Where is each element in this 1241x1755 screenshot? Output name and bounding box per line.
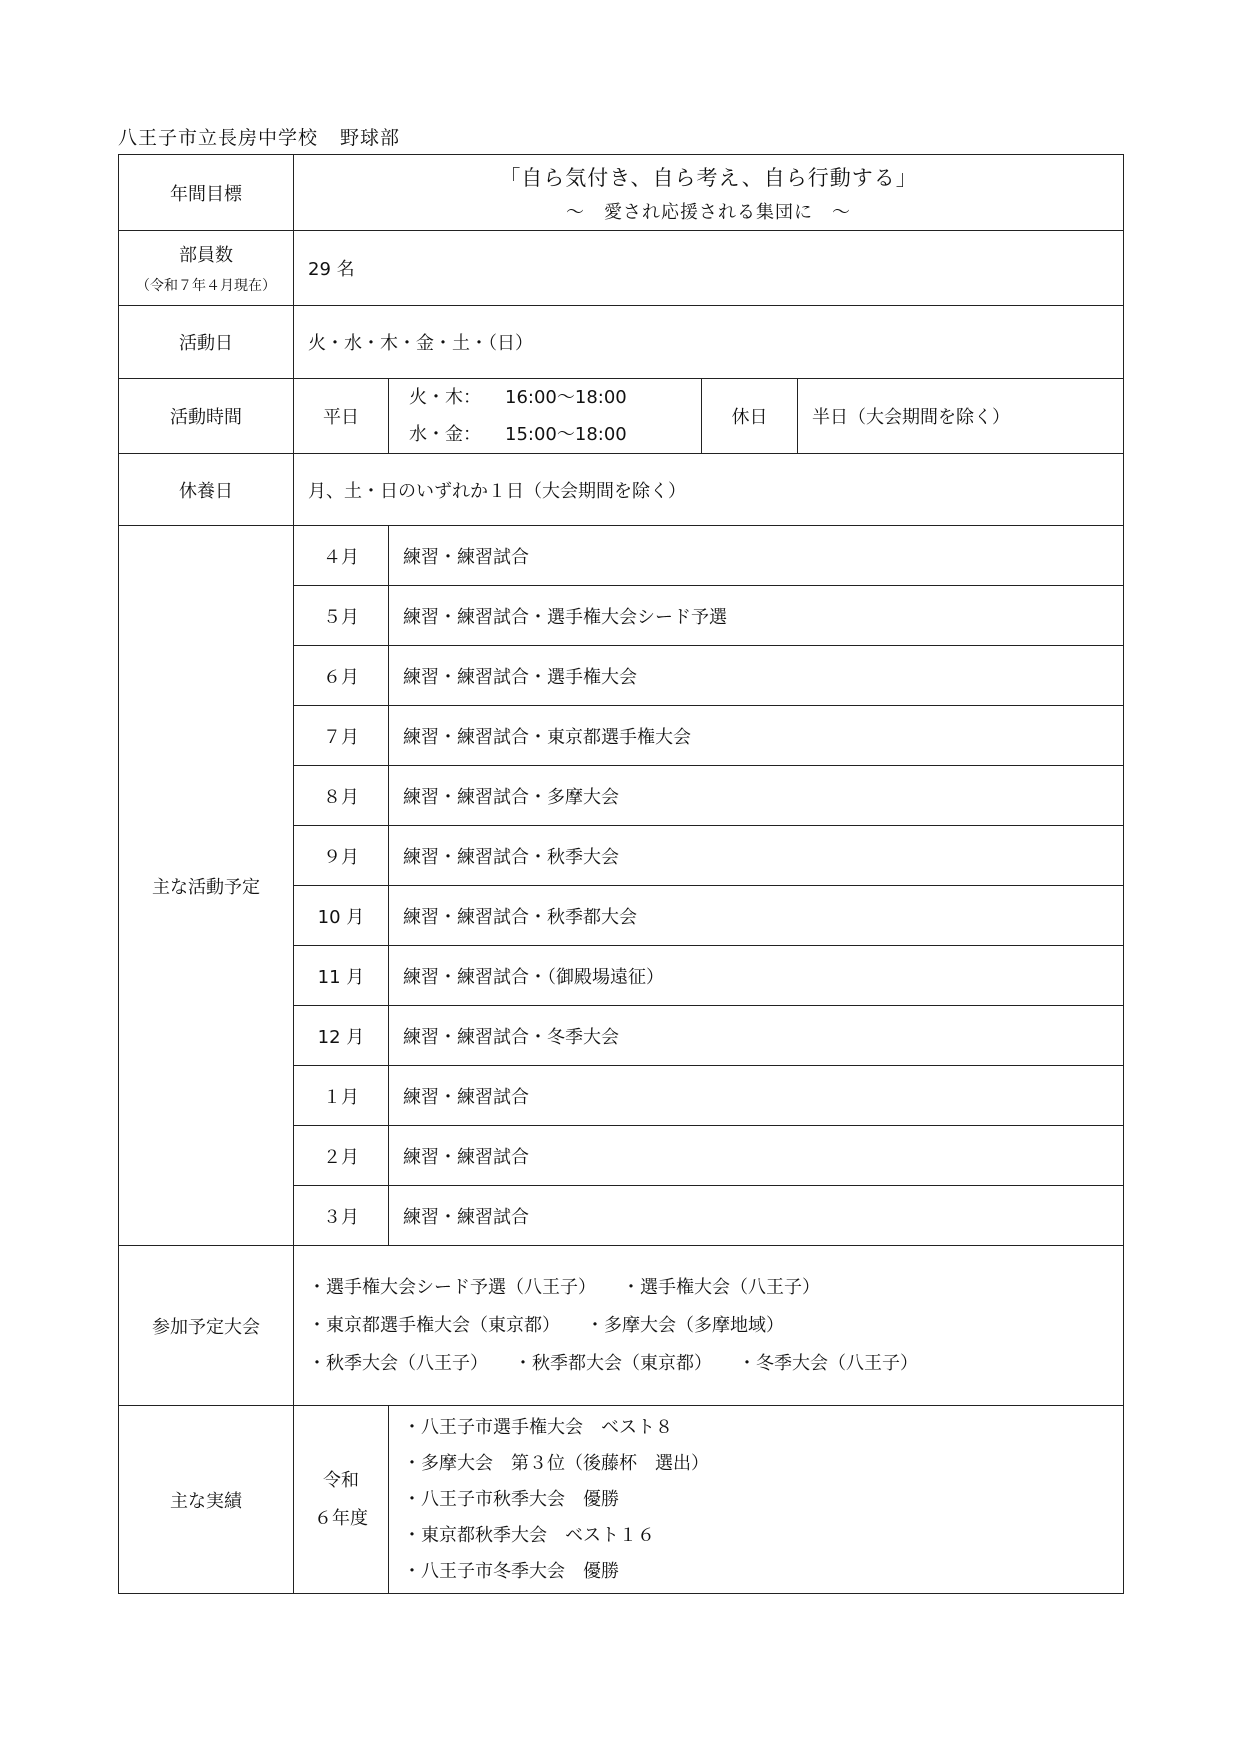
members-label: 部員数 [179, 245, 233, 266]
goal-slogan: 「自ら気付き、自ら考え、自ら行動する」 [499, 165, 918, 190]
schedule-label: 主な活動予定 [119, 526, 294, 1246]
schedule-plan: 練習・練習試合 [389, 1126, 1124, 1186]
tournament-item: ・多摩大会（多摩地域） [586, 1314, 784, 1336]
rest-label: 休養日 [119, 454, 294, 526]
schedule-plan: 練習・練習試合・選手権大会シード予選 [389, 586, 1124, 646]
schedule-month: ２月 [294, 1126, 389, 1186]
schedule-month: ９月 [294, 826, 389, 886]
schedule-plan: 練習・練習試合・冬季大会 [389, 1006, 1124, 1066]
goal-row [119, 155, 1124, 231]
schedule-plan: 練習・練習試合 [389, 1186, 1124, 1246]
members-label-cell [119, 231, 294, 306]
rest-value: 月、土・日のいずれか１日（大会期間を除く） [294, 454, 1124, 526]
tournament-item: ・選手権大会（八王子） [622, 1276, 820, 1298]
days-value: 火・水・木・金・土・（日） [294, 306, 1124, 379]
tournaments-label: 参加予定大会 [119, 1246, 294, 1406]
schedule-plan: 練習・練習試合 [389, 1066, 1124, 1126]
tournaments-list [294, 1246, 1124, 1406]
schedule-plan: 練習・練習試合・秋季大会 [389, 826, 1124, 886]
goal-subtitle: ～ 愛され応援される集団に ～ [566, 201, 852, 223]
holiday-value: 半日（大会期間を除く） [798, 379, 1124, 454]
schedule-plan: 練習・練習試合 [389, 526, 1124, 586]
tournament-item: ・冬季大会（八王子） [738, 1352, 918, 1374]
schedule-month: ３月 [294, 1186, 389, 1246]
goal-cell [294, 155, 1124, 231]
schedule-month: 12 月 [294, 1006, 389, 1066]
schedule-plan: 練習・練習試合・秋季都大会 [389, 886, 1124, 946]
achievements-year [294, 1406, 389, 1594]
tournament-item: ・東京都選手権大会（東京都） [308, 1314, 560, 1336]
hours-label: 活動時間 [119, 379, 294, 454]
schedule-row [119, 526, 1124, 586]
tournament-line [308, 1345, 1123, 1383]
achievements-fiscal-year: ６年度 [314, 1507, 368, 1529]
rest-row [119, 454, 1124, 526]
schedule-month: 11 月 [294, 946, 389, 1006]
members-sublabel: （令和７年４月現在） [136, 278, 276, 294]
schedule-plan: 練習・練習試合・東京都選手権大会 [389, 706, 1124, 766]
schedule-plan: 練習・練習試合・（御殿場遠征） [389, 946, 1124, 1006]
schedule-plan: 練習・練習試合・選手権大会 [389, 646, 1124, 706]
achievement-item: ・多摩大会 第３位（後藤杯 選出） [403, 1452, 709, 1474]
achievement-item: ・東京都秋季大会 ベスト１６ [403, 1524, 655, 1546]
schedule-month: ６月 [294, 646, 389, 706]
achievement-item: ・八王子市秋季大会 優勝 [403, 1488, 619, 1510]
weekday-times [389, 379, 702, 454]
schedule-month: １月 [294, 1066, 389, 1126]
schedule-month: 10 月 [294, 886, 389, 946]
achievement-item: ・八王子市冬季大会 優勝 [403, 1560, 619, 1582]
weekday-time-line: 水・金： 15:00～18:00 [409, 424, 627, 445]
hours-row [119, 379, 1124, 454]
tournament-item: ・秋季都大会（東京都） [514, 1352, 712, 1374]
goal-label: 年間目標 [119, 155, 294, 231]
achievements-era: 令和 [323, 1469, 359, 1491]
holiday-label: 休日 [702, 379, 798, 454]
weekday-label: 平日 [294, 379, 389, 454]
tournament-item: ・秋季大会（八王子） [308, 1352, 488, 1374]
schedule-plan: 練習・練習試合・多摩大会 [389, 766, 1124, 826]
club-info-table [118, 154, 1124, 1594]
schedule-month: ８月 [294, 766, 389, 826]
weekday-time-line: 火・木： 16:00～18:00 [409, 387, 627, 408]
schedule-month: ７月 [294, 706, 389, 766]
achievement-item: ・八王子市選手権大会 ベスト８ [403, 1416, 673, 1438]
tournament-line [308, 1269, 1123, 1307]
achievements-row [119, 1406, 1124, 1594]
days-label: 活動日 [119, 306, 294, 379]
club-name: 野球部 [340, 127, 401, 149]
members-row [119, 231, 1124, 306]
days-row [119, 306, 1124, 379]
school-name: 八王子市立長房中学校 [118, 127, 319, 149]
achievements-label: 主な実績 [119, 1406, 294, 1594]
tournament-line [308, 1307, 1123, 1345]
schedule-month: ５月 [294, 586, 389, 646]
schedule-month: ４月 [294, 526, 389, 586]
tournament-item: ・選手権大会シード予選（八王子） [308, 1276, 596, 1298]
members-value: 29 名 [294, 231, 1124, 306]
achievements-list [389, 1406, 1124, 1594]
page-header [118, 123, 400, 150]
tournaments-row [119, 1246, 1124, 1406]
